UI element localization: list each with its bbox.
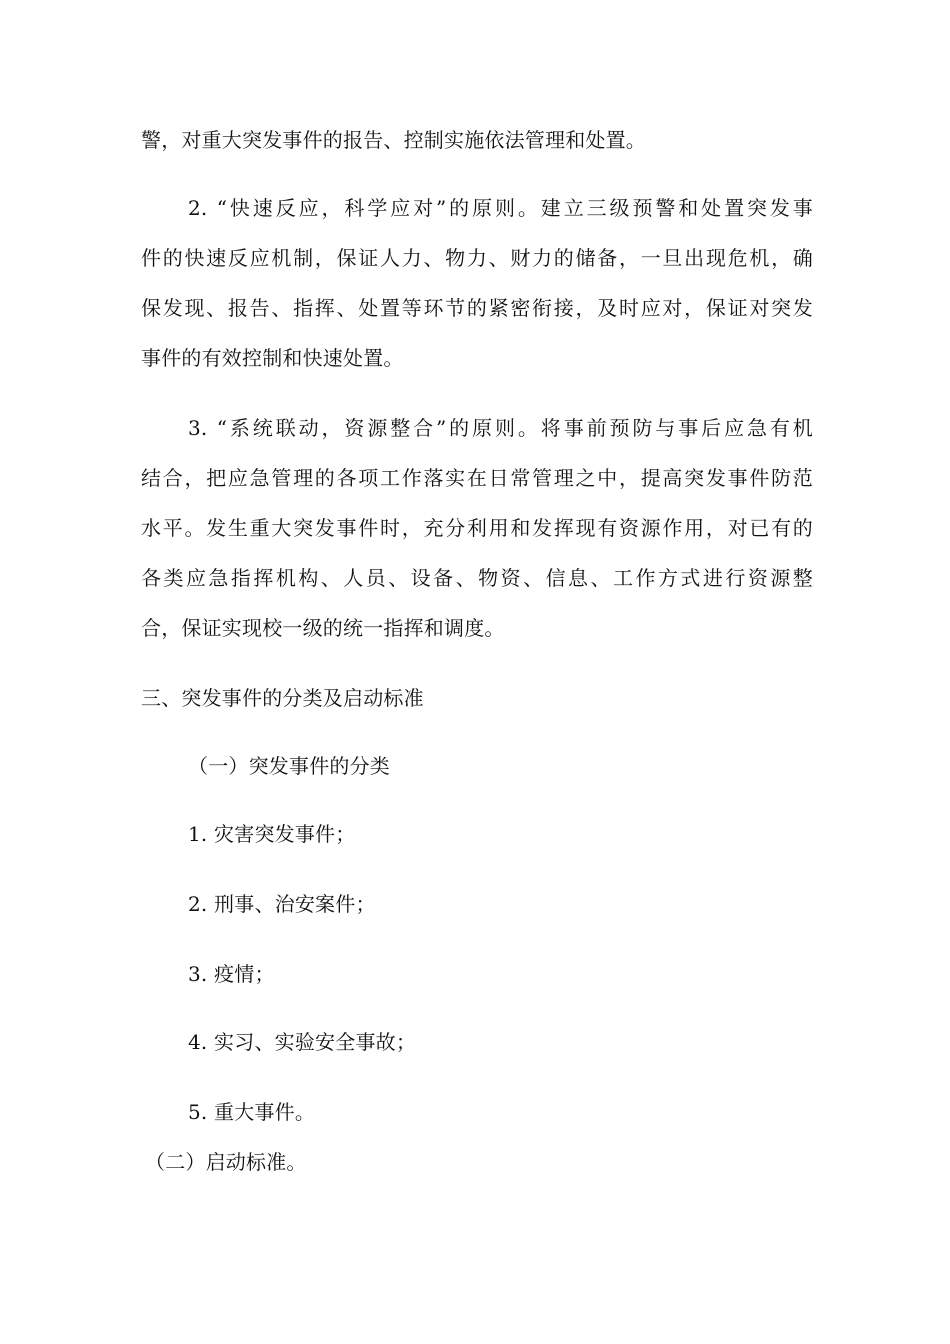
principle-2-line-1: 2. “快速反应，科学应对”的原则。建立三级预警和处置突发事 [188, 196, 813, 220]
principle-3-line-1: 3. “系统联动，资源整合”的原则。将事前预防与事后应急有机 [188, 416, 813, 440]
section-3-heading: 三、突发事件的分类及启动标准 [141, 686, 424, 710]
category-item: 3. 疫情； [188, 962, 275, 986]
subsection-1-heading: （一）突发事件的分类 [188, 754, 390, 778]
principle-3-line-2: 结合，把应急管理的各项工作落实在日常管理之中，提高突发事件防范 [141, 466, 813, 490]
principle-2-line-2: 件的快速反应机制，保证人力、物力、财力的储备，一旦出现危机，确 [141, 246, 813, 270]
category-item: 5. 重大事件。 [188, 1100, 316, 1124]
subsection-2-heading: （二）启动标准。 [145, 1150, 307, 1174]
principle-3-line-3: 水平。发生重大突发事件时，充分利用和发挥现有资源作用，对已有的 [141, 516, 813, 540]
category-item: 1. 灾害突发事件； [188, 822, 356, 846]
category-item: 2. 刑事、治安案件； [188, 892, 376, 916]
principle-2-line-4: 事件的有效控制和快速处置。 [141, 346, 404, 370]
principle-2-line-3: 保发现、报告、指挥、处置等环节的紧密衔接，及时应对，保证对突发 [141, 296, 813, 320]
paragraph-continuation: 警，对重大突发事件的报告、控制实施依法管理和处置。 [141, 128, 646, 152]
category-item: 4. 实习、实验安全事故； [188, 1030, 417, 1054]
principle-3-line-4: 各类应急指挥机构、人员、设备、物资、信息、工作方式进行资源整 [141, 566, 813, 590]
principle-3-line-5: 合，保证实现校一级的统一指挥和调度。 [141, 616, 505, 640]
